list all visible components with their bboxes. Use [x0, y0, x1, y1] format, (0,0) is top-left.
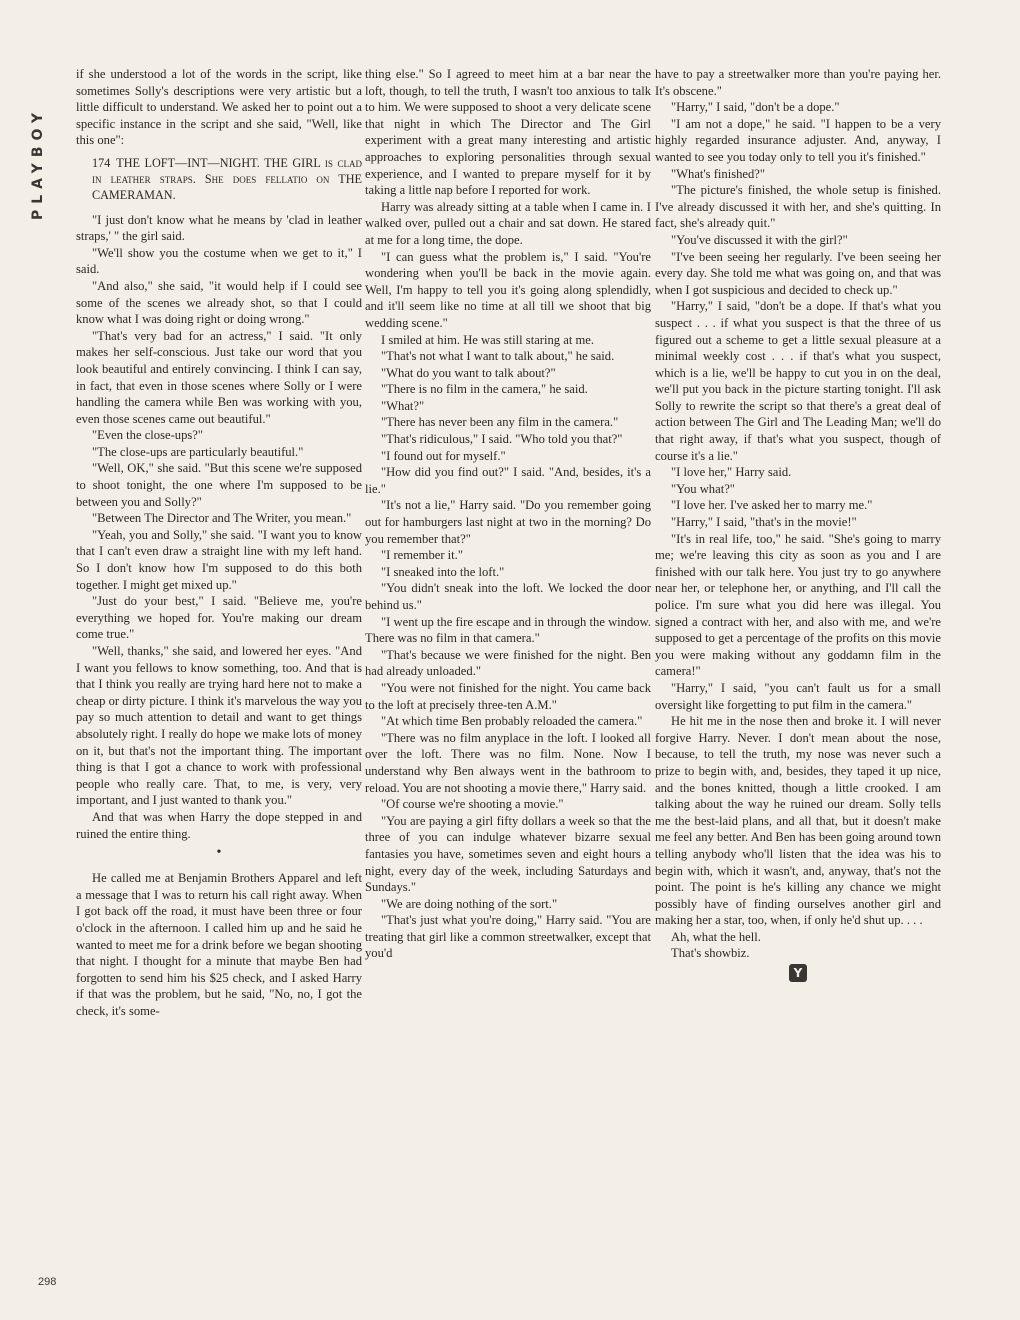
paragraph: "Well, OK," she said. "But this scene we're supposed to shoot tonight, the one where I'm supposed to be between you and Solly?"	[76, 461, 362, 509]
magazine-name-vertical	[22, 62, 62, 220]
paragraph: "We'll show you the costume when we get to it," I said.	[76, 245, 362, 277]
paragraph: "The close-ups are particularly beautiful."	[92, 444, 304, 459]
paragraph: "I can guess what the problem is," I said. "You're wondering when you'll be back in the movie again. Well, I'm happy to tell you it's going along splendidly, and it'll seem like no time at all till we shoot that big wedding scene."	[365, 249, 651, 330]
paragraph: "Well, thanks," she said, and lowered her eyes. "And I want you fellows to know something, too. And that is that I think you really are trying hard here not to make a cheap or dirty picture. I think it's marvelous the way you pay so much attention to detail and want to get things absolutely right. I really do hope we make lots of money on it, but that's not the important thing. The important thing is that I got a chance to work with professional people who really care. That, to me, is very, very important, and I just wanted to thank you."	[76, 644, 362, 808]
paragraph: have to pay a streetwalker more than you're paying her. It's obscene."	[655, 67, 941, 98]
paragraph: "What do you want to talk about?"	[381, 365, 556, 380]
paragraph: "That's very bad for an actress," I said. "It only makes her self-conscious. Just take our word that you look beautiful and entirely convincing. I think I can say, in fact, that even in those scenes where Solly or I were handling the camera while Ben was working with you, even those scenes came out beautiful."	[76, 328, 362, 426]
column-3	[655, 66, 941, 982]
paragraph: "I went up the fire escape and in through the window. There was no film in that camera."	[365, 614, 651, 646]
paragraph: "How did you find out?" I said. "And, besides, it's a lie."	[365, 465, 651, 496]
section-divider: •	[216, 845, 222, 861]
paragraph: "You didn't sneak into the loft. We locked the door behind us."	[365, 581, 651, 612]
paragraph: "You were not finished for the night. You came back to the loft at precisely three-ten A.M."	[365, 680, 651, 712]
paragraph: "I've been seeing her regularly. I've been seeing her every day. She told me what was going on, and that was when I got suspicious and decided to check up."	[655, 249, 941, 297]
paragraph: "It's not a lie," Harry said. "Do you remember going out for hamburgers last night at two in the morning? Do you remember that?"	[365, 498, 651, 546]
paragraph: "There is no film in the camera," he said.	[381, 382, 588, 397]
paragraph: "What's finished?"	[671, 166, 766, 181]
column-1	[76, 66, 362, 1019]
paragraph: "I found out for myself."	[381, 448, 506, 463]
paragraph: He hit me in the nose then and broke it. I will never forgive Harry. Never. I don't mean about the nose, because, to tell the truth, my nose was never such a prize to begin with, and, besides, they taped it up nice, and the bones knitted, though a little crooked. I am talking about the way he ruined our dream. Solly tells me the best-laid plans, and all that, but it doesn't make me feel any better. And Ben has been going around town telling anybody who'll listen that the idea was his to begin with, which it wasn't, and, anyway, that's not the point. The point is he's killing any chance we might possibly have of finding ourselves another girl and making her a star, too, when, if only he'd shut up. . . .	[655, 714, 941, 928]
magazine-name: PLAYBOY	[30, 106, 46, 220]
paragraph: "That's because we were finished for the night. Ben had already unloaded."	[365, 647, 651, 679]
paragraph: "I am not a dope," he said. "I happen to be a very highly regarded insurance adjuster. And, anyway, I wanted to see you today only to tell you it's finished."	[655, 116, 941, 164]
paragraph: "I just don't know what he means by 'clad in leather straps,' " the girl said.	[76, 212, 362, 244]
paragraph: "It's in real life, too," he said. "She's going to marry me; we're leaving this city as soon as you and I are finished with our talk here. You just try to go anywhere near her, or telephone her, or anything, and I'll call the police. I'm sure what you did here was illegal. You signed a contract with her, and also with me, and we're supposed to get a percentage of the profits on this movie you were making without any goddamn film in the camera!"	[655, 531, 941, 679]
paragraph: "I remember it."	[381, 548, 463, 563]
script-number: 174	[92, 155, 111, 170]
paragraph: "Even the close-ups?"	[92, 428, 203, 443]
paragraph: That's showbiz.	[671, 946, 750, 961]
paragraph: "I sneaked into the loft."	[381, 564, 505, 579]
column-2	[365, 66, 651, 962]
paragraph: Ah, what the hell.	[671, 929, 761, 944]
script-line: THE LOFT—INT—NIGHT. THE GIRL is clad in leather straps. She does fellatio on THE CAMERAMAN.	[92, 155, 362, 203]
paragraph: "You what?"	[671, 481, 735, 496]
paragraph: "You've discussed it with the girl?"	[671, 232, 848, 247]
paragraph: "We are doing nothing of the sort."	[381, 896, 558, 911]
paragraph: "Yeah, you and Solly," she said. "I want you to know that I can't even draw a straight line with my left hand. So I don't know how I'm supposed to do this both together. I might get mixed up."	[76, 527, 362, 592]
paragraph: Harry was already sitting at a table when I came in. I walked over, pulled out a chair and sat down. He stared at me for a long time, the dope.	[365, 199, 651, 247]
paragraph: "Harry," I said, "don't be a dope."	[671, 100, 840, 115]
paragraph: "Just do your best," I said. "Believe me, you're everything we hoped for. You're making our dream come true."	[76, 594, 362, 642]
paragraph: I smiled at him. He was still staring at me.	[381, 332, 595, 347]
paragraph: He called me at Benjamin Brothers Apparel and left a message that I was to return his call right away. When I got back off the road, it must have been three or four o'clock in the afternoon. I called him up and he said he wanted to meet me for a drink before we began shooting that night. I thought for a minute that maybe Ben had forgotten to send him his $25 check, and I asked Harry if that was the problem, but he said, "No, no, I got the check, it's some-	[76, 871, 362, 1018]
paragraph: "Of course we're shooting a movie."	[381, 797, 564, 812]
page-number: 298	[38, 1276, 57, 1288]
paragraph: "I love her. I've asked her to marry me."	[671, 498, 873, 513]
paragraph: "What?"	[381, 398, 425, 413]
paragraph: "There has never been any film in the camera."	[381, 415, 619, 430]
paragraph: "Harry," I said, "you can't fault us for a small oversight like forgetting to put film in the camera."	[655, 680, 941, 712]
paragraph: "There was no film anyplace in the loft. I looked all over the loft. There was no film. None. Now I understand why Ben always went in the bathroom to reload. You are not shooting a movie there," Harry said.	[365, 730, 651, 795]
paragraph: thing else." So I agreed to meet him at a bar near the loft, though, to tell the truth, I wasn't too anxious to talk to him. We were supposed to shoot a very delicate scene that night in which The Director and The Girl experiment with a great many interesting and artistic approaches to exploring personalities through sexual experience, and I wanted to prepare myself for it by taking a little nap before I reported for work.	[365, 67, 651, 198]
paragraph: "I love her," Harry said.	[671, 465, 792, 480]
paragraph: "That's just what you're doing," Harry said. "You are treating that girl like a common streetwalker, except that you'd	[365, 913, 651, 961]
paragraph: "At which time Ben probably reloaded the camera."	[381, 714, 643, 729]
paragraph: "You are paying a girl fifty dollars a week so that the three of you can indulge whatever bizarre sexual fantasies you have, sometimes seven and eight hours a night, every day of the week, including Saturdays and Sundays."	[365, 813, 651, 895]
paragraph: "Between The Director and The Writer, you mean."	[92, 511, 352, 526]
paragraph: if she understood a lot of the words in the script, like sometimes Solly's descriptions were very artistic but a little difficult to understand. We asked her to point out a specific instance in the script and she said, "Well, like this one":	[76, 67, 362, 148]
paragraph: "That's not what I want to talk about," he said.	[381, 349, 615, 364]
end-mark-icon: Y	[789, 964, 807, 982]
script-excerpt	[76, 155, 362, 204]
paragraph: "The picture's finished, the whole setup is finished. I've already discussed it with her, and she's quitting. In fact, she's already quit."	[655, 183, 941, 231]
paragraph: "And also," she said, "it would help if I could see some of the scenes we already shot, so that I could know what I was doing right or doing wrong."	[76, 278, 362, 327]
paragraph: "Harry," I said, "that's in the movie!"	[671, 515, 857, 530]
paragraph: And that was when Harry the dope stepped in and ruined the entire thing.	[76, 809, 362, 841]
paragraph: "Harry," I said, "don't be a dope. If that's what you suspect . . . if what you suspect is that the three of us figured out a scheme to get a little sexual pleasure at a minimal weekly cost . . . if that's what you suspect, which is a lie, we'll be happy to cut you in on the deal, we'll put you back in the picture starting tonight. I'll ask Solly to rewrite the script so that there's a great deal of action between The Girl and The Leading Man; we'll do that right away, if that's what you suspect, though of course it's a lie."	[655, 299, 941, 463]
paragraph: "That's ridiculous," I said. "Who told you that?"	[381, 432, 623, 447]
